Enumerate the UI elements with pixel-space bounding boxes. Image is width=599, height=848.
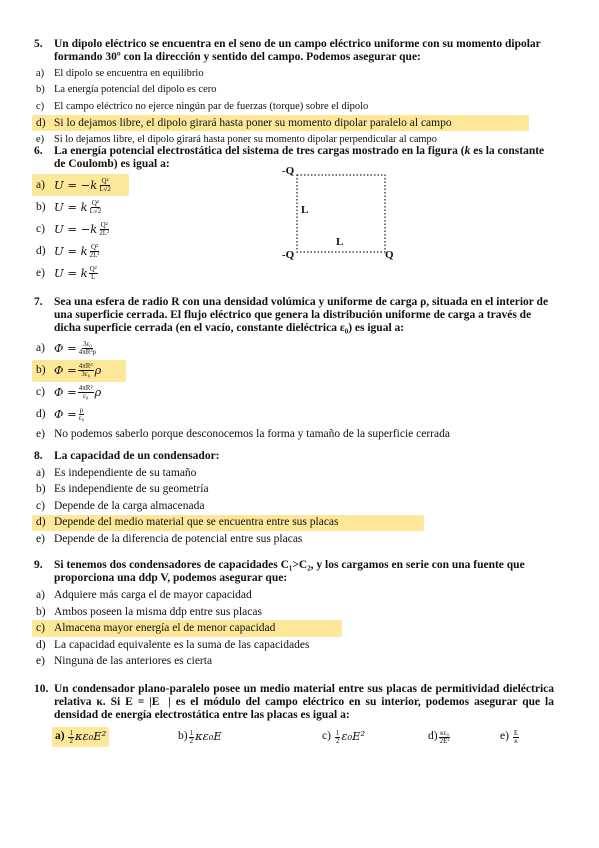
option-b[interactable]: b) Ambos poseen la misma ddp entre sus placas (36, 605, 262, 618)
fraction: $\frac{\text{3ε₀}}{\text{4πR³ρ}}$ (78, 340, 97, 357)
question-9 (34, 559, 554, 670)
fraction: $\frac{\text{Q²}}{\text{2L²}}$ (99, 220, 110, 237)
fraction: $\frac{\rho}{\text{ε₀}}$ (78, 406, 85, 423)
fraction: $\frac{1}{2}$ (335, 728, 340, 745)
question-number: 9. (34, 559, 43, 571)
option-e[interactable]: e) Si lo dejamos libre, el dipolo girará hasta poner su momento dipolar perpendicular al campo (36, 133, 437, 145)
fraction: $\frac{\text{κε₀}}{\text{2E²}}$ (439, 728, 450, 745)
question-number: 7. (34, 296, 43, 308)
option-e[interactable]: e) No podemos saberlo porque desconocemos la forma y tamaño de la superficie cerrada (36, 428, 450, 441)
fraction: $\frac{1}{2}$ (189, 728, 194, 745)
question-stem: La energía potencial electrostática del sistema de tres cargas mostrado en la figura (k es la constante de Coulomb) es igual a: (54, 145, 545, 171)
charge-top-left: -Q (282, 165, 295, 177)
option-e[interactable]: e) Ninguna de las anteriores es cierta (36, 655, 213, 668)
option-d-highlighted[interactable]: d) Si lo dejamos libre, el dipolo girará hasta poner su momento dipolar paralelo al campo (32, 115, 529, 132)
option-d[interactable]: d) La capacidad equivalente es la suma de las capacidades (36, 638, 310, 651)
question-number: 8. (34, 450, 43, 462)
option-d[interactable]: d) $\frac{\text{κε₀}}{\text{2E²}}$ (428, 728, 450, 745)
option-e[interactable]: e) Depende de la diferencia de potencial entre sus placas (36, 532, 303, 545)
bottom-length-label: L (336, 236, 344, 248)
question-stem: La capacidad de un condensador: (54, 450, 220, 462)
fraction: $\frac{\text{4πR²}}{\text{ε₀}}$ (78, 384, 93, 401)
option-a-highlighted[interactable]: a) $\frac{1}{2}$ κε₀E² (52, 727, 109, 747)
option-c[interactable]: c) U = −k $\frac{\text{Q²}}{\text{2L²}}$ (36, 220, 110, 237)
option-b[interactable]: b) Es independiente de su geometría (36, 483, 209, 496)
question-stem: Un condensador plano-paralelo posee un medio material entre sus placas de permitividad dieléctrica relativa κ. Si E = |E⃗| es el módulo del campo eléctrico en su interior, podemos asegurar que la densidad de energía electrostática entre las placas es igual a: (54, 683, 554, 722)
option-b[interactable]: b) $\frac{1}{2}$ κε₀E (178, 728, 222, 745)
option-b-highlighted[interactable]: b) Φ = $\frac{\text{4πR³}}{\text{3ε₀}}$ ρ (32, 360, 126, 382)
question-8 (34, 450, 554, 548)
option-c[interactable]: c) $\frac{1}{2}$ ε₀E² (322, 728, 366, 745)
question-10 (34, 683, 554, 723)
fraction: $\frac{\text{Q²}}{L}$ (89, 264, 97, 281)
option-d[interactable]: d) U = k $\frac{\text{Q²}}{\text{2L²}}$ (36, 242, 100, 259)
question-stem: Sea una esfera de radio R con una densidad volúmica y uniforme de carga ρ, situada en el interior de una superficie cerrada. El flujo eléctrico que genera la distribución uniforme de carga a través de dicha superficie cerrada (en el vacío, constante dieléctrica ε₀) es igual a: (54, 296, 549, 335)
side-length-label: L (301, 204, 309, 216)
option-c[interactable]: c) El campo eléctrico no ejerce ningún par de fuerzas (torque) sobre el dipolo (36, 100, 369, 112)
fraction: $\frac{1}{2}$ (69, 728, 73, 745)
option-b[interactable]: b) La energía potencial del dipolo es cero (36, 84, 217, 96)
fraction: $\frac{\text{Q²}}{L√2}$ (99, 176, 111, 193)
option-c[interactable]: c) Depende de la carga almacenada (36, 499, 205, 512)
fraction: $\frac{\text{4πR³}}{\text{3ε₀}}$ (78, 362, 93, 379)
charge-bottom-left: -Q (282, 249, 295, 261)
option-a[interactable]: a) Es independiente de su tamaño (36, 466, 197, 479)
option-d[interactable]: d) Φ = $\frac{\rho}{\text{ε₀}}$ (36, 406, 85, 423)
question-5 (34, 38, 554, 148)
charge-bottom-right: Q (385, 249, 394, 261)
fraction: $\frac{\text{Q²}}{L√2}$ (89, 198, 102, 215)
question-7 (34, 296, 554, 444)
option-c[interactable]: c) Φ = $\frac{\text{4πR²}}{\text{ε₀}}$ ρ (36, 384, 102, 401)
option-a[interactable]: a) El dipolo se encuentra en equilibrio (36, 67, 204, 79)
question-number: 6. (34, 145, 43, 157)
fraction: $\frac{\text{Q²}}{\text{2L²}}$ (89, 242, 100, 259)
option-b[interactable]: b) U = k $\frac{\text{Q²}}{L√2}$ (36, 198, 102, 215)
question-stem: Si tenemos dos condensadores de capacidades C₁>C₂, y los cargamos en serie con una fuente que proporciona una ddp V, podemos asegurar que: (54, 559, 525, 585)
option-d-highlighted[interactable]: d) Depende del medio material que se encuentra entre sus placas (32, 515, 424, 532)
option-a[interactable]: a) Adquiere más carga el de mayor capacidad (36, 589, 252, 602)
option-e[interactable]: e) U = k $\frac{\text{Q²}}{L}$ (36, 264, 97, 281)
fraction: $\frac{E}{\kappa}$ (513, 728, 519, 745)
question-stem: Un dipolo eléctrico se encuentra en el seno de un campo eléctrico uniforme con su momento dipolar formando 30º con la dirección y sentido del campo. Podemos asegurar que: (54, 38, 541, 64)
question-number: 5. (34, 38, 43, 50)
question-number: 10. (34, 683, 49, 695)
option-e[interactable]: e) $\frac{E}{\kappa}$ (500, 728, 519, 745)
option-c-highlighted[interactable]: c) Almacena mayor energía el de menor capacidad (32, 620, 342, 637)
option-a[interactable]: a) Φ = $\frac{\text{3ε₀}}{\text{4πR³ρ}}$ (36, 340, 97, 357)
question-10-options (54, 727, 554, 749)
option-a-highlighted[interactable]: a) U = −k $\frac{\text{Q²}}{L√2}$ (32, 174, 129, 196)
